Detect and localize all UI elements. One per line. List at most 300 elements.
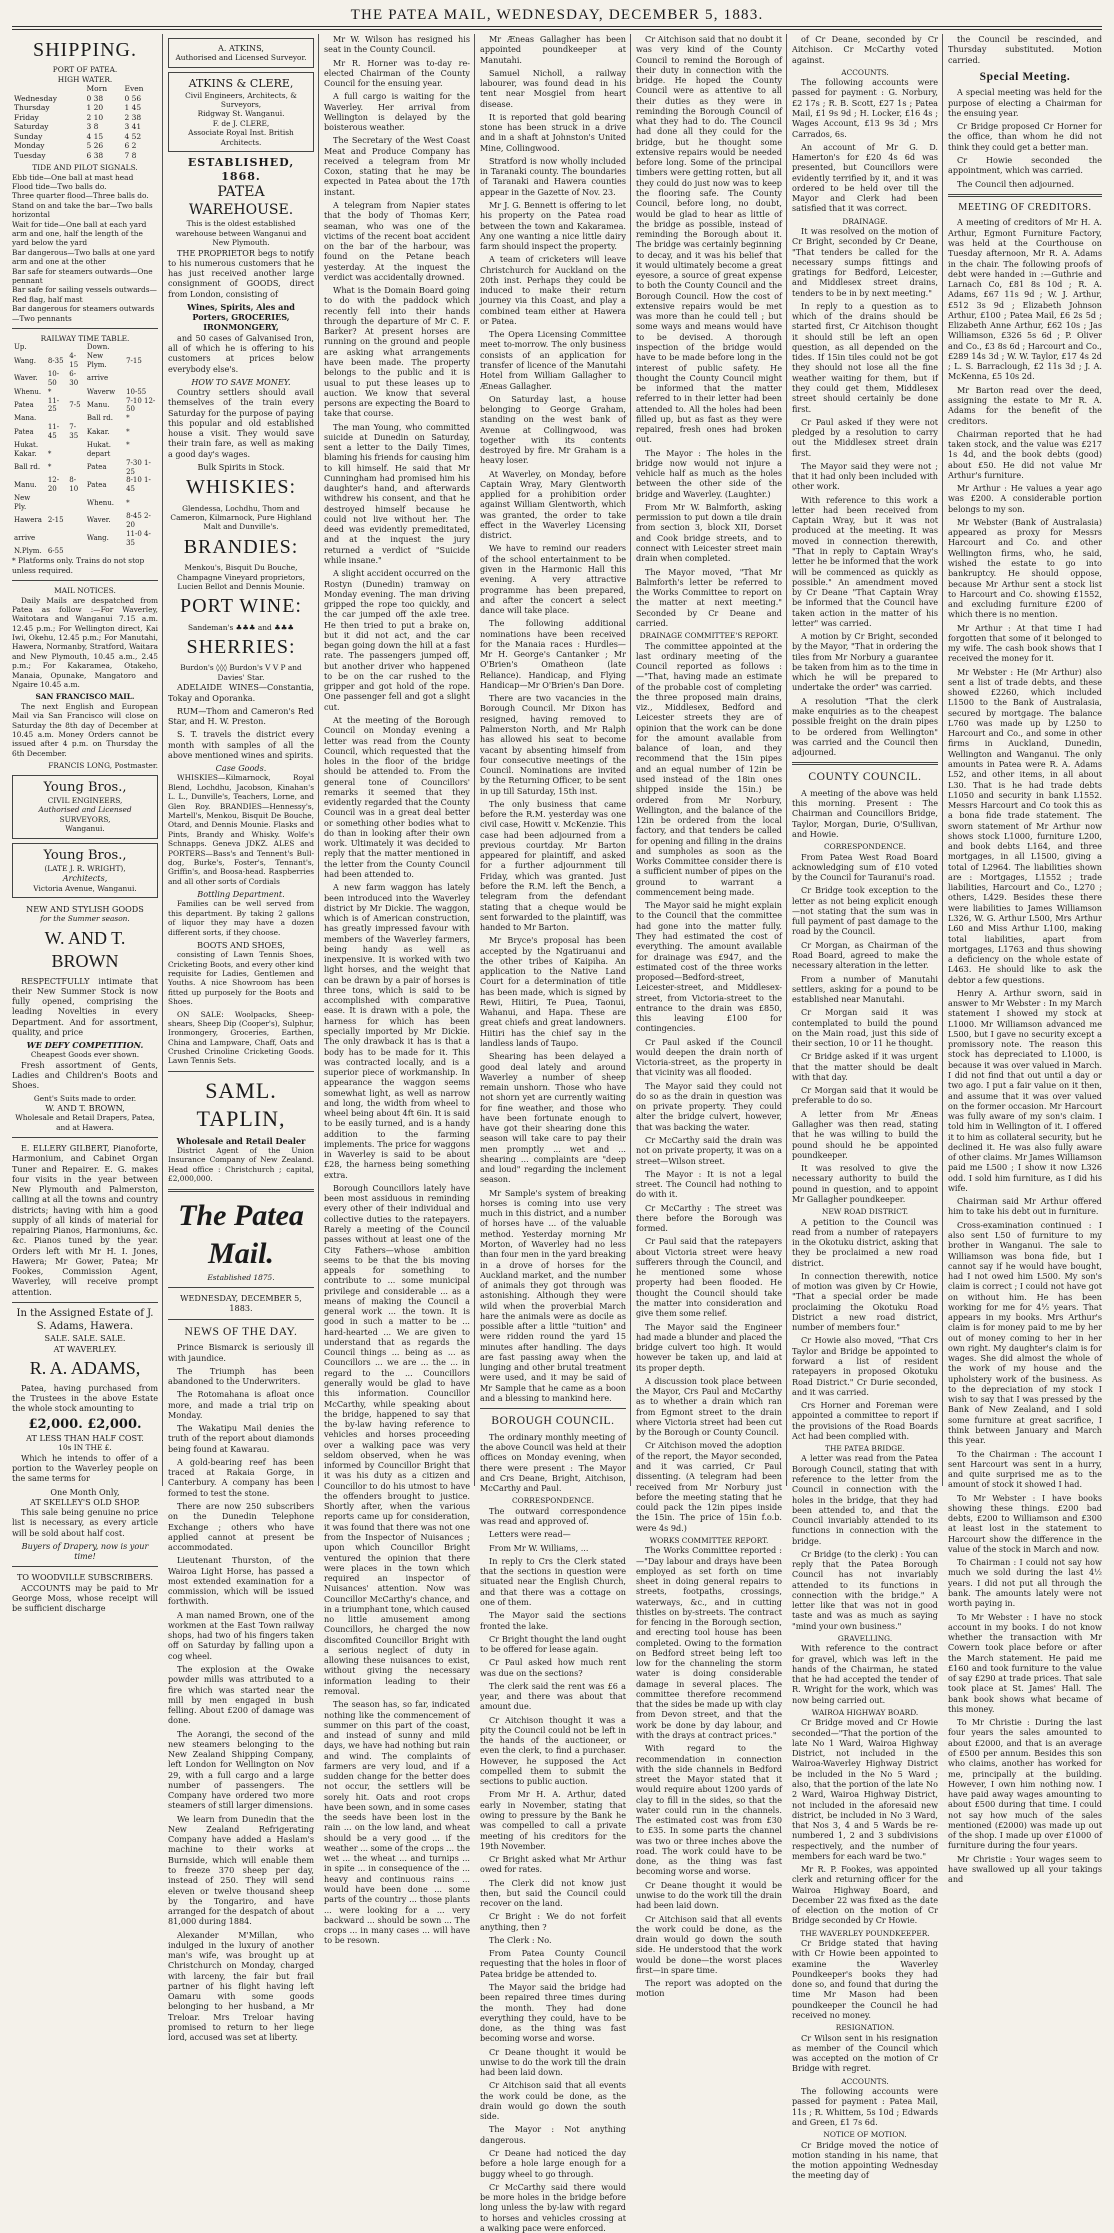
warehouse-text: THE PROPRIETOR begs to notify to his numerous customers that he has just received another large consignment of GOODS, direct from London, consisting of [168,247,314,299]
table-row [12,547,158,556]
travels-text: S. T. travels the district every month with samples of all the above mentioned wines and spirits. [168,729,314,760]
table-row [12,141,158,151]
text-cell: Ball rd. [86,414,113,423]
text-cell: 8-10 1-45 [126,476,151,494]
text-paragraph: Chairman said Mr Arthur offered him to take his debt out in furniture. [948,1196,1102,1217]
news-paragraph: There are two vacancies in the Borough Council. Mr Dixon has resigned, having removed to Palmerston North, and Mr Ralph has allowed his seat to become vacant by absenting himself from four consecutive meetings of the Council. Nominations are invited by the Returning Officer, to be sent in up till Saturday, 15th inst. [480,693,626,796]
whiskies-title: WHISKIES: [185,476,297,499]
news-paragraph: A full cargo is waiting for the Waverley. Her arrival from Wellington is delayed by the boisterous weather. [324,91,470,133]
news-paragraph: Borough Councillors lately have been most assiduous in reminding every other of their individual and collective duties to the ratepayers. Rarely a meeting of the Council passes without at least one of the City Fathers—whose ambition seems to be that the bis moving appeals for something to contribute to ... some municipal privilege and considerable ... as a means of making the Council a general work ... the town. It is good in such a matter to be ... hard-hearted ... We are given to understand that as regards the Council things ... being as ... as Councillors ... we are ... the ... in regard to the ... Councillors generally would be glad to have this information. Councillor McCarthy, while speaking about the bridge, happened to say that the by-law having reference to vehicles and horses proceeding over a walking pace was very seldom observed, when he was informed by Councillor Bright that it was his duty as a citizen and Councillor to do his utmost to have the offenders brought to justice. Shortly after, when the various reports came up for consideration, it was found that there was not one from the Inspector of Nuisances ; upon which Councillor Bright ventured the opinion that there were places in the town which required an inspector of Nuisances' attention. Now was Councillor McCarthy's chance, and in a triumphant tone, which caused no little amusement among Councillors, he charged the now discomfited Councillor Bright with a serious neglect of duty in allowing these nuisances to exist, without giving the necessary information leading to their removal. [324,1182,470,1696]
text-paragraph: From Mr W. Williams, ... [489,1542,589,1553]
text-cell: Manu. [14,480,37,489]
column-separator [162,34,163,1486]
text-cell: Waver. [86,516,111,525]
text-cell: 4 52 [124,131,142,141]
news-paragraph: The following additional nominations have been received for the Manaia races : Hurdles—Mr H. George's Cantanker ; Mr O'Brien's Omatheon (late Reliance). Handicap, and Flying Handicap—Mr O'Brien's Dan Dore. [480,618,626,690]
text-paragraph: The Triumph has been abandoned to the Underwriters. [168,1365,314,1387]
news-paragraph: At the meeting of the Borough Council on Monday evening a letter was read from the County Council, which requested that the holes in the floor of the bridge should be attended to. From the general tone of Councillors' remarks it seemed that they evidently regarded that the County Council was in a great deal better or something other bodies what to do than in looking after their own work. Ultimately it was decided to reply that the matter mentioned in the letter from the County Council had been attended to. [324,715,470,879]
text-cell: Stand on and take the bar—Two balls horizontal [12,200,153,220]
table-row [12,151,158,161]
text-paragraph: Cr Bridge stated that having with Cr Howie been appointed to examine the Waverley Poundkeeper's books they had done so, and found that during the time Mr Mason had been poundkeeper the Council he had received no money. [792,1938,938,2020]
text-paragraph: Cr Aitchison moved the adoption of the report, the Mayor seconded, and it was carried, Cr Paul dissenting. (A telegram had been received from Mr Norbury just before the meeting stating that he could pack the 12in pipes inside the 15in. The price of 15in f.o.b. were 4s 9d.) [636,1440,782,1533]
brown-title: W. AND T. BROWN [44,927,126,971]
text-paragraph: The following accounts were passed for payment : Patea Mail, 11s ; R. Whittem, 5s 10d ; Edwards and Green, £1 7s 6d. [792,2086,938,2127]
text-cell: Sunday [14,131,43,141]
text-cell: 11-25 [47,396,60,414]
news-paragraph: Mr Bryce's proposal has been accepted by the Ngatiruanui and the other tribes of Kaipiha. An application to the Native Land Court for a determination of title has been made, which is signed by Rewi, Hiitiri, Te Puea, Taonui, Wahanui, and Hapa. These are great chiefs and great landowners. Hiitiri has the chief say in the landless lands of Taupo. [480,935,626,1048]
railway-note: * Platforms only. Trains do not stop unless required. [12,556,145,575]
text-cell [67,450,85,459]
text-paragraph: Cr Howie seconded the appointment, which was carried. [948,154,1102,176]
text-cell: 4 15 [86,131,104,141]
text-paragraph: The outward correspondence was read and approved of. [480,1505,626,1527]
news-paragraph: The Opera Licensing Committee meet to-morrow. The only business consists of an application for transfer of licence of the Manutahi Hotel from William Gallagher to Æneas Gallagher. [480,329,626,391]
at-waverley: AT WAVERLEY. [53,1343,117,1354]
column-separator [942,34,943,1486]
text-cell: Patea [14,401,34,410]
text-cell: * [126,498,130,507]
text-paragraph: To Mr Webster : I have no stock account in my books. I do not know whether the transaction with Mr Cowern took place before or after the March statement. He paid me £160 and took furniture to the value of say £290 at trade prices. That sale took place at St. James' Hall. The bank book shows what became of this money. [948,1611,1102,1714]
case-text: WHISKIES—Kilmarnock, Royal Blend, Lochdhu, Jacobson, Kinahan's L. L., Dunville's, Teachers, Lorne, and Glen Roy. BRANDIES—Hennessy's, Martell's, Menkou, Bisquit De Bouche, Otard, and Dennis Mounie. Flasks and Pints, Brandy and Whisky. Wolfe's Schnapps. Geneva JDKZ. ALES and PORTERS—Bass's and Tennent's Bull-dog, Burke's, Foster's, Tennant's, Griffin's, and Boosa-head. Raspberries and all other sorts of Cordials [168,773,314,886]
column-separator [474,34,475,1486]
news-paragraph: Samuel Nicholl, a railway labourer, was found dead in his tent near Mosgiel from heart disease. [480,67,626,109]
save-text: Country settlers should avail themselves of the train every Saturday for the purpose of paying this popular and old established house a visit. They would save their train fare, as well as making a good day's wages. [168,387,314,459]
text-paragraph: With regard to the recommendation in connection with the side channels in Bedford street the Mayor stated that it would require about 1200 yards of clay to fill in the sides, so that the water could run in the channels. The estimated cost was from £30 to £35. In some parts the channel was two or three inches above the road. The work could have to be done, as the thing was fast becoming worse and worse. [636,1743,782,1877]
issue-date: WEDNESDAY, DECEMBER 5, 1883. [180,1293,302,1314]
text-paragraph: To Mr Christie : During the last four years the sales amounted to about £2000, and that is an average of £500 per annum. Besides this son who claims, another has worked for me, principally at the building. However, I own him nothing now. I have paid away wages amounting to about £500 during that time. I could not say how much of the sales mentioned (£2000) was made up out of the shop. I made up over £1000 of furniture during the four years. [948,1717,1102,1851]
news-paragraph: Mr Sample's system of breaking horses is coming into use very much in this district, and a number of horses have ... of the valuable method. Yesterday morning Mr Morton, of Waverley had no less than four men in the yard breaking in a drove of horses for the Auckland market, and the number of animals they got through was astonishing. Although they were wild when the proverbial March hare the animals were as docile as possible after a little "tuition" and were ridden round the yard 15 minutes after handling. The days are fast passing away when the lunging and other brutal treatment were used, and it may be said of Mr Sample that he came as a boon and a blessing to mankind here. [480,1187,626,1403]
text-paragraph: In reply to Crs the Clerk stated that the sections in question were situated near the English Church, and that there was a cottage on one of them. [480,1555,626,1607]
text-cell [46,414,67,423]
text-cell [67,547,85,556]
estate-title: In the Assigned Estate of J. S. Adams, Hawera. [16,1307,154,1332]
text-paragraph: Mr Arthur : At that time I had forgotten that some of it belonged to my wife. The cash book shows that I received the money for it. [948,622,1102,664]
text-paragraph: Cr Aitchison said that no doubt it was very kind of the County Council to remind the Borough of their duty in connection with the bridge. He hoped the County Council were as attentive to all their duties as they were in reminding the Borough Council of what they had to do. The Council had done all they could for the bridge, but he thought some extensive repairs would be needed before long. Some of the principal timbers were getting rotten, but all they could do just now was to keep the flooring safe. The County Council, before long, no doubt, would be glad to hear as little of the bridge as possible, instead of reminding the Borough about it. The bridge was certainly beginning to decay, and it was his belief that it would ultimately become a great eyesore, a source of great expense to both the County Council and the Borough Council. How the cost of extensive repairs would be met was more than he could tell ; but some ways and means would have to be devised. A thorough inspection of the bridge would have to be made before long in the interest of public safety. He thought the County Council might be informed that the matter referred to in their letter had been attended to. All the holes had been filled up, but as fast as they were repaired, fresh ones had broken out. [636,34,782,445]
table-row [12,352,158,370]
text-paragraph: There are now 250 subscribers on the Dunedin Telephone Exchange ; others who have applied cannot at present be accommodated. [168,1500,314,1553]
table-row [12,459,158,477]
signals-heading: TIDE AND PILOT SIGNALS. [32,163,138,173]
taplin-sub: Wholesale and Retail Dealer [176,1135,306,1146]
text-paragraph: Cr Bridge moved the notice of motion standing in his name, that the motion appointing Wednesday the meeting day of [792,2139,938,2181]
text-paragraph: To Chairman : I could not say how much we sold during the last 4½ years. I did not put all through the bank. The amounts lately were not worth paying in. [948,1557,1102,1609]
news-paragraph: The season has, so far, indicated nothing like the commencement of summer on this part of the coast, and instead of sunny and mild days, we have had nothing but rain and wind. The complaints of farmers are very loud, and if a sudden change for the better does not occur, the settlers will be sorely hit. Oats and root crops have been sown, and in some cases the seeds have been lost in the rain ... on the low land, and wheat should be a very good ... if the weather ... some of the crops ... the wet ... the wheat ... and turnips ... in spite ... in consequence of the ... heavy and continuous rains ... would have been done ... some parts of the country ... those plants ... were looking for a ... very backward ... should be sown ... The crops ... in many cases ... will have to be resown. [324,1699,470,1946]
port-label: PORT OF PATEA. [52,65,118,75]
text-cell: 11-45 [47,423,60,441]
text-cell [12,84,158,94]
text-paragraph: Cr Paul said that the ratepayers about Victoria street were heavy sufferers through the Council, and he mentioned some whose property had been flooded. He thought the Council should take the matter into consideration and give them some relief. [636,1236,782,1319]
text-cell: Hukat. [86,440,111,449]
text-cell: Waver. [14,374,38,383]
text-paragraph: The Works Committee reported :—"Day labour and drays have been employed as set forth on time sheet in doing general repairs to streets, footpaths, crossings, waterways, &c., and in cutting thistles on by-streets. The contract for fencing in the Borough section, and erecting tool house has been completed. Owing to the formation on Bedford street being left too low for the channeling the storm water is doing considerable damage in several places. The committee therefore recommend that the sides be made up with clay from Devon street, and that the work be done by day labour, and with the drays at contract prices." [636,1545,783,1741]
news-paragraph: Stratford is now wholly included in Taranaki county. The boundaries of Taranaki and Hawera counties appear in the Gazette of Nov. 23. [480,155,626,197]
news-paragraph: Mr J. G. Bennett is offering to let his property on the Patea road between the town and Kakaramea. Any one wanting a nice little dairy farm should inspect the property. [480,199,626,252]
text-paragraph: The Mayor said the bridge had been repaired three times during the month. They had done everything they could, have to be done, as the thing was fast becoming worse and worse. [480,1982,626,2044]
woodville-title: TO WOODVILLE SUBSCRIBERS. [17,1572,153,1583]
young-bros-ad: Young Bros., CIVIL ENGINEERS, Authorised and Licensed SURVEYORS, Wanganui. [12,775,158,839]
atkins-ad: A. ATKINS, Authorised and Licensed Surveyor. [168,38,314,68]
text-paragraph: From Patea West Road Board acknowledging sum of £10 voted by the Council for Tauranui's road. [792,851,938,883]
adams-shop: AT SKELLEY'S OLD SHOP. [30,1496,140,1507]
column-6: of Cr Deane, seconded by Cr Aitchison. Cr McCarthy voted against. ACCOUNTS. The following accounts were passed for payment : G. Norbury, £2 17s ; R. B. Scott, £27 1s ; Patea Mail, £1 9s 9d ; H. Locker, £16 4s ; Wages Account, £13 9s 3d ; Mrs Carrados, 6s. An account of Mr G. D. Hamerton's for £20 4s 6d was presented, but Councillors were evidently terrified by it, and it was ordered to be held over till the Mayor and Clerk had been satisfied that it was correct. DRAINAGE. It was resolved on the motion of Cr Bright, seconded by Cr Deane, "That tenders be called for the necessary sumps fittings and gratings for Bedford, Leicester, and Middlesex street drains, tenders to be in by next meeting." In reply to a question as to which of the drains should be started first, Cr Aitchison thought it should still be left an open question, as all depended on the tides. If 15in tiles could not be got they should not lose all the fine weather waiting for them, but if they could get them, Middlesex street should certainly be done first. Cr Paul asked if they were not pledged by a resolution to carry out the Middlesex street drain first. The Mayor said they were not ; that it had only been included with other work. With reference to this work a letter had been received from Captain Wray, but it was not produced at the meeting. It was moved in connection therewith, "That in reply to Captain Wray's letter he be informed that the work will be commenced as quickly as possible." An amendment moved by Cr Deane "That Captain Wray be informed that the Council have taken action in the matter of his letter" was carried. A motion by Cr Bright, seconded by the Mayor, "That in ordering the tiles from Mr Norbury a guarantee be taken from him as to the time in which he will be prepared to undertake the order" was carried. A resolution "That the clerk make enquiries as to the cheapest possible freight on the drain pipes to be ordered from Wellington" was carried and the Council then adjourned. COUNTY COUNCIL. A meeting of the above was held this morning. Present : The Chairman and Councillors Bridge, Taylor, Morgan, Durie, O'Sullivan, and Howie. CORRESPONDENCE. From Patea West Road Board acknowledging sum of £10 voted by the Council for Tauranui's road. Cr Bridge took exception to the letter as not being explicit enough—not stating that the sum was in full payment of past damage to the road by the Council. Cr Morgan, as Chairman of the Road Board, agreed to make the necessary alteration in the letter. From a number of Manutahi settlers, asking for a pound to be established near Manutahi. Cr Morgan said it was contemplated to build the pound on the Main road, just this side of their section, 10 or 11 he thought. Cr Bridge asked if it was urgent that the matter should be dealt with that day. Cr Morgan said that it would be preferable to do so. A letter from Mr Æneas Gallagher was then read, stating that he was willing to build the pound should he be appointed poundkeeper. It was resolved to give the necessary authority to build the pound in question, and to appoint Mr Gallagher poundkeeper. NEW ROAD DISTRICT. A petition to the Council was read from a number of ratepayers in the Okotuku district, asking that they be proclaimed a new road district. In connection therewith, notice of motion was given by Cr Howie, "That a special order be made proclaiming the Okotuku Road District a new road district, number of members four." Cr Howie also moved, "That Crs Taylor and Bridge be appointed to forward a list of resident ratepayers in proposed Okotuku Road District." Cr Durie seconded, and it was carried. Crs Horner and Foreman were appointed a committee to report if the provisions of the Road Boards Act had been complied with. THE PATEA BRIDGE. A letter was read from the Patea Borough Council, stating that with reference to the letter from the Council in connection with the holes in the bridge, that they had been attended to, and that the Council invariably attended to its functions in connection with the bridge. Cr Bridge (to the clerk) : You can reply that the Patea Borough Council has not invariably attended to its functions in connection with the bridge." A letter like that was not in good taste and was as much as saying "mind your own business." GRAVELLING. With reference to the contract for gravel, which was left in the hands of the Chairman, he stated that he had accepted the tender of R. Wright for the work, which was now being carried out. WAIROA HIGHWAY BOARD. Cr Bridge moved and Cr Howie seconded—"That the portion of the late No 1 Ward, Wairoa Highway District, not included in the Wairoa-Waverley Highway District be included in the No 5 Ward ; also, that the portion of the late No 2 Ward, Wairoa Highway District, not included in the aforesaid new district, be included in No 3 Ward, that Nos 3, 4 and 5 Wards be re-numbered 1, 2 and 3 subdivisions respectively, and the number of members for each ward be two." Mr R. P. Fookes, was appointed clerk and returning officer for the Wairoa Highway Board, and December 22 was fixed as the date of election on the motion of Cr Bridge seconded by Cr Howie. THE WAVERLEY POUNDKEEPER. Cr Bridge stated that having with Cr Howie been appointed to examine the Waverley Poundkeeper's books they had done so, and found that during the time Mr Mason had been poundkeeper the Council he had received no money. RESIGNATION. Cr Wilson sent in his resignation as member of the Council which was accepted on the motion of Cr Bridge with regret. ACCOUNTS. The following accounts were passed for payment : Patea Mail, 11s ; R. Whittem, 5s 10d ; Edwards and Green, £1 7s 6d. NOTICE OF MOTION. Cr Bridge moved the notice of motion standing in his name, that the motion appointing Wednesday the meeting day of [792,34,938,2181]
established-line: ESTABLISHED, 1868. [187,155,295,183]
taplin-text: District Agent of the Union Insurance Company of New Zealand. Head office : Christchurch ; capital, £2,000,000. [168,1146,314,1184]
adams-less: AT LESS THAN HALF COST. [26,1433,144,1444]
county-heading: COUNTY COUNCIL. [808,771,922,784]
news-paragraph: Shearing has been delayed a good deal lately and around Waverley a number of sheep remain unshorn. Those who have not shorn yet are currently waiting for fine weather, and those who have been fortunate enough to have got their shearing done this season will take care to pay their men promptly ... wet and ... shearing ... complaints are "deep and loud" regarding the inclement season. [480,1051,626,1185]
text-paragraph: Cr McCarthy said the drain was not on private property, it was on a street—Wilson street. [636,1135,782,1166]
news-paragraph: A telegram from Napier states that the body of Thomas Kerr, seaman, who was one of the victims of the recent boat accident on the bar of the harbour, was found on the Petane beach yesterday. At the inquest the verdict was accidentally drowned. [324,199,470,282]
text-paragraph: The committee appointed at the last ordinary meeting of the Council reported as follows :—"That, having made an estimate of the probable cost of completing the three proposed main drains, viz., Middlesex, Bedford and Leicester streets they are of opinion that the work can be done for the amount available from balance of loan, and they recommend that the 15in pipes and an equal number of 12in be used instead of the 18in ones shipped inside the 15in.) be ordered from Mr Norbury, Wellington, and the balance of the 12in be ordered from the local factory, and that tenders be called for opening and filling in the drains and sumpholes as soon as the Works Committee consider there is a sufficient number of pipes on the ground to warrant a commencement being made. [636,640,782,897]
text-paragraph: the Council be rescinded, and Thursday substituted. Motion carried. [948,34,1102,65]
text-cell: 7-15 [126,356,142,365]
text-paragraph: Cr Aitchison said that all events the work could be done, as the drain would go down the south side. He understood that the work would be done—the worst places first—in spare time. [636,1913,782,1975]
table-row [12,512,158,530]
text-cell: Even [124,84,144,94]
text-paragraph: Cr Bright thought the land ought to be offered for lease again. [480,1633,626,1655]
text-paragraph: The following accounts were passed for payment : G. Norbury, £2 17s ; R. B. Scott, £27 1s ; Patea Mail, £1 9s 9d ; H. Locker, £16 4s ; Wages Account, £13 9s 3d ; Mrs Carrados, 6s. [792,77,938,139]
sf-text: The next English and European Mail via San Francisco will close on Saturday the 8th day of December at 10.45 a.m. Money Orders cannot be issued after 4 p.m. on Thursday the 6th December. [12,701,158,758]
text-paragraph: A gold-bearing reef has been traced at Rakaia Gorge, in Canterbury. A company has been formed to test the stone. [168,1456,314,1498]
sf-sign: FRANCIS LONG, Postmaster. [48,761,158,771]
text-paragraph: Cr Deane had noticed the day before a hole large enough for a buggy wheel to go through. [480,2147,626,2179]
table-row [12,370,158,388]
text-paragraph: The Mayor : Not anything dangerous. [480,2124,626,2145]
brandies-text: Menkou's, Bisquit Du Bouche, Champagne Vineyard proprietors, Lucien Bellot and Dennis Mounie. [177,563,305,591]
text-cell [46,494,67,512]
text-paragraph: Cr Bridge (to the clerk) : You can reply that the Patea Borough Council has not invariably attended to its functions in connection with the bridge." A letter like that was not in good taste and was as much as saying "mind your own business." [792,1548,938,1631]
text-paragraph: Cr Bridge took exception to the letter as not being explicit enough—not stating that the sum was in full payment of past damage to the road by the Council. [792,885,938,937]
warehouse-sub: This is the oldest established warehouse between Wanganui and New Plymouth. [175,219,307,248]
column-separator [318,34,319,1486]
news-paragraph: We have to remind our readers of the school entertainment to be given in the Harmonic Hall this evening. A very attractive programme has been prepared, and after the concert a select dance will take place. [480,543,626,616]
text-paragraph: With reference to the contract for gravel, which was left in the hands of the Chairman, he stated that he had accepted the tender of R. Wright for the work, which was now being carried out. [792,1643,938,1705]
table-row [12,530,158,548]
sale-line: SALE. SALE. SALE. [44,1333,126,1344]
text-paragraph: The Aorangi, the second of the new steamers belonging to the New Zealand Shipping Company, left London for Wellington on Nov 29, with a full cargo and a large number of passengers. The Company have ordered two more steamers of still larger dimensions. [168,1728,314,1811]
text-paragraph: It was resolved to give the necessary authority to build the pound in question, and to appoint Mr Gallagher poundkeeper. [792,1163,938,1204]
text-paragraph: Cr Bridge proposed Cr Horner for the office, than whom he did not think they could get a better man. [948,121,1102,152]
brandies-title: BRANDIES: [183,535,299,558]
paper-established: Established 1875. [207,1272,275,1282]
text-paragraph: A motion by Cr Bright, seconded by the Mayor, "That in ordering the tiles from Mr Norbury a guarantee be taken from him as to the time in which he will be prepared to undertake the order" was carried. [792,631,938,693]
boots-text: consisting of Lawn Tennis Shoes, Cricketing Boots, and every other kind requisite for Ladies, Gentlemen and Youths. A nice Showroom has been fitted up purposely for the Boots and Shoes. [168,950,314,1007]
news-paragraph: The only business that came before the R.M. yesterday was one civil case, Howitt v. McKenzie. This case had been adjourned from a previous courtday. Mr Barton appeared for plaintiff, and asked for a further adjournment till Friday, which was granted. Just before the R.M. left the Bench, a telegram from the defendant stating that a cheque would be sent forwarded to the plaintiff, was handed to Mr Barton. [480,798,626,933]
text-cell [12,84,85,94]
masthead: THE PATEA MAIL, WEDNESDAY, DECEMBER 5, 1883. [350,7,764,23]
text-cell: Patea [14,427,34,436]
text-cell: 7-10 12-50 [126,396,156,414]
text-paragraph: The explosion at the Owake powder mills was attributed to a fire which was started near the mill by men engaged in bush felling. About £200 of damage was done. [168,1663,314,1726]
text-paragraph: Letters were read— [489,1529,571,1540]
text-paragraph: The ordinary monthly meeting of the above Council was held at their offices on Monday evening, when there were present : The Mayor and Crs Deane, Bright, Aitchison, McCarthy and Paul. [480,1431,626,1494]
text-cell: 0 56 [124,93,142,103]
news-paragraph: Mr Æneas Gallagher has been appointed poundkeeper at Manutahi. [480,34,626,65]
text-paragraph: Cr Morgan said it was contemplated to build the pound on the Main road, just this side of their section, 10 or 11 he thought. [792,1007,938,1049]
adams-amount: £2,000. £2,000. [28,1416,142,1432]
sf-heading: SAN FRANCISCO MAIL. [35,692,135,702]
text-cell: * [47,387,52,396]
table-row [12,388,158,397]
save-money: HOW TO SAVE MONEY. [191,376,291,387]
table-row [12,450,158,459]
text-cell: Flood tide—Two balls do. [12,182,107,192]
adelaide-text: ADELAIDE WINES—Constantia, Tokay and Oporanka. [168,682,314,703]
text-paragraph: The Clerk did not know just then, but said the Council could recover on the land. [480,1877,626,1909]
text-cell: 6 38 [86,150,104,160]
text-cell: 10-50 [47,369,60,387]
text-paragraph: The report was adopted on the motion [636,1978,782,1999]
text-cell: 12-20 [47,476,60,494]
table-row [12,397,158,415]
drainage-report-heading: DRAINAGE COMMITTEE'S REPORT. [639,631,779,641]
text-cell: 2-15 [47,516,64,525]
text-cell: N.Plym. [14,547,42,556]
text-paragraph: A resolution "That the clerk make enquiries as to the cheapest possible freight on the drain pipes to be ordered from Wellington" was carried and the Council then adjourned. [792,695,938,758]
text-cell: Patea [86,463,107,472]
text-cell: * [47,449,52,458]
text-cell: 8-10 [69,476,79,494]
text-cell: Kakar. [86,427,110,436]
news-paragraph: A new farm waggon has lately been introduced into the Waverley district by Mr Dickie. The waggon, which is of American construction, has greatly impressed favour with members of the Waverley farmers, being handy as well as inexpensive. It is worked with two light horses, and the weight that can be drawn by a pair of horses is three tons, which is said to be accomplished with comparative ease. It is drawn with a pole, the harness for which has been specially imported by Mr Dickie. The only drawback it has is that a body has to be made for it. This was contracted locally, and is a superior piece of workmanship. In appearance the waggon seems somewhat light, as well as narrow and long, the width from wheel to wheel being about 4ft 6in. It is said to be easily turned, and is a handy addition to the farming implements. The price for waggons in Waverley is said to be about £28, the harness being something extra. [324,882,470,1180]
text-cell: 7-30 1-25 [126,458,151,476]
brown-text: RESPECTFULLY intimate that their New Summer Stock is now fully opened, comprising the leading Novelties in every Department. And for assortment, quality, and price [12,975,158,1037]
borough-heading: BOROUGH COUNCIL. [491,1415,615,1428]
table-row [12,441,158,450]
text-cell: 7-5 [69,401,81,410]
text-cell: Hukat. [14,440,39,449]
port-text: Sandeman's ♣♣♣ and ♣♣♣ [187,622,295,632]
text-cell: Ebb tide—One ball at mast head [12,172,134,182]
text-cell: Kakar. [14,449,37,458]
text-cell: 8-35 [47,356,64,365]
news-paragraph: On Saturday last, a house belonging to George Graham, standing on the west bank of Avenue at Collingwood, was together with its contents destroyed by fire. Mr Graham is a heavy loser. [480,393,626,466]
column-3 [324,34,470,1946]
news-paragraph: A slight accident occurred on the Rostyn (Dunedin) tramway on Monday evening. The man driving gripped the rope too quickly, and the car jumped off the axle tree. He then tried to put a brake on, but it did not act, and the car began going down the hill at a fast rate. The passengers jumped off, but another driver who happened to be on the car rushed to the gripper and got hold of the rope. One passenger fell and got a slight cut. [324,568,470,712]
text-cell: Saturday [14,122,49,132]
column-2 [168,34,314,2043]
railway-heading: RAILWAY TIME TABLE. [40,333,130,343]
news-paragraph: A team of cricketers will leave Christchurch for Auckland on the 20th inst. Perhaps they could be induced to make their return journey via this Coast, and play a combined team either at Hawera or Patea. [480,254,626,326]
text-cell: 10-55 [126,387,147,396]
news-heading: NEWS OF THE DAY. [184,1325,298,1338]
text-cell: Waverw [86,387,116,396]
column-1 [12,34,158,1614]
text-paragraph: The Mayor said he might explain to the Council that the committee had gone into the matter fully. They had estimated the cost of everything. The amount available for drainage was £947, and the estimated cost of the three works proposed—Bedford-street, Leicester-street, and Middlesex-street, from Victoria-street to the entrance to the drain was £850, this leaving £100 for contingencies. [636,900,782,1034]
text-paragraph: The Council then adjourned. [957,178,1075,189]
gilbert-ad: E. ELLERY GILBERT, Pianoforte, Harmonium, and Cabinet Organ Tuner and Repairer. E. G. makes four visits in the year between New Plymouth and Palmerston, calling at all the towns and country districts; having with him a good supply of all kinds of material for repairing Pianos, Harmoniums, &c. &c. Pianos tuned by the year. Orders left with Mr H. I. Jones, Hawera; Mr Gower, Patea; Mr Fookes, Commission Agent, Waverley, will receive prompt attention. [12,1143,158,1297]
text-cell: 2 38 [124,112,142,122]
text-paragraph: The Rotomahana is afloat once more, and made a trial trip on Monday. [168,1389,314,1420]
text-cell [124,547,158,556]
text-cell: Three quarter flood—Three balls do. [12,191,149,201]
text-paragraph: Cr Bright asked what Mr Arthur owed for rates. [480,1854,626,1875]
text-cell: Bar safe for steamers outwards—One pennant [12,266,153,285]
text-cell: depart [86,449,111,458]
masthead-rule-2 [12,29,1102,30]
news-paragraph: Mr W. Wilson has resigned his seat in the County Council. [324,34,470,55]
text-cell [85,547,124,556]
text-paragraph: The Clerk : No. [489,1934,552,1945]
on-sale-text: ON SALE: Woolpacks, Sheep-shears, Sheep Dip (Cooper's), Sulphur, Ironmongery, Groceries, Earthen, China and Lampware, Chaff, Oats and Crushed Crinoline Cricketing Goods. Lawn Tennis Sets. [168,1009,314,1066]
warehouse-title: PATEA WAREHOUSE. [188,183,294,218]
news-paragraph: It is reported that gold bearing stone has been struck in a drive and in a shaft at Johnston's United Mine, Collingwood. [480,111,626,153]
special-meeting-heading: Special Meeting. [979,70,1071,83]
text-paragraph: With reference to this work a letter had been received from Captain Wray, but it was not produced at the meeting. It was moved in connection therewith, "That in reply to Captain Wray's letter he be informed that the work will be commenced as quickly as possible." An amendment moved by Cr Deane "That Captain Wray be informed that the Council have taken action in the matter of his letter" was carried. [792,494,938,628]
text-cell [124,370,158,388]
text-paragraph: Mr Arthur : He values a year ago was £200. A considerable portion belongs to my son. [948,483,1102,514]
text-cell: Wang. [14,356,36,365]
text-paragraph: of Cr Deane, seconded by Cr Aitchison. Cr McCarthy voted against. [792,34,938,65]
text-paragraph: Crs Horner and Foreman were appointed a committee to report if the provisions of the Road Boards Act had been complied with. [792,1400,938,1441]
brown-cheap: Cheapest Goods ever shown. [30,1050,140,1060]
text-paragraph: A meeting of the above was held this morning. Present : The Chairman and Councillors Bridge, Taylor, Morgan, Durie, O'Sullivan, and Howie. [792,787,938,839]
text-cell: 11-0 4-35 [126,529,151,547]
text-cell: Bar dangerous for steamers outwards—Two pennants [12,304,155,323]
text-paragraph: Cr Howie also moved, "That Crs Taylor and Bridge be appointed to forward a list of resident ratepayers in proposed Okotuku Road District." Cr Durie seconded, and it was carried. [792,1335,938,1397]
masthead-rule [12,26,1102,27]
text-cell [124,450,158,459]
text-cell: 7 8 [124,150,137,160]
text-paragraph: Cr McCarthy said there would be more holes in the bridge before long unless the by-law with regard to horses and vehicles crossing at a walking pace were enforced. [480,2181,626,2233]
text-cell: 6 2 [124,141,137,151]
brown-suits: Gent's Suits made to order. [33,1093,137,1103]
sherries-title: SHERRIES: [186,636,296,659]
text-paragraph: Cr Deane thought it would be unwise to do the work till the drain had been laid down. [480,2046,626,2078]
brown-headline: NEW AND STYLISH GOODS [26,904,144,915]
text-cell: 3 8 [86,122,99,132]
young-bros-architects-ad: Young Bros., (LATE J. R. WRIGHT), Architects, Victoria Avenue, Wanganui. [12,843,158,899]
text-paragraph: Mr R. P. Fookes, was appointed clerk and returning officer for the Wairoa Highway Board, and December 22 was fixed as the date of election on the motion of Cr Bridge seconded by Cr Howie. [792,1864,938,1926]
column-7 [948,34,1102,1885]
text-cell: 2 10 [86,112,104,122]
table-row [12,414,158,423]
text-cell: Up. [14,343,27,352]
text-cell: arrive [14,534,36,543]
text-cell: Down. [86,343,110,352]
text-paragraph: In reply to a question as to which of the drains should be started first, Cr Aitchison thought it should still be left an open question, as all depended on the tides. If 15in tiles could not be got they should not lose all the fine weather waiting for them, but if they could get them, Middlesex street should certainly be done first. [792,300,938,414]
table-row [12,122,158,132]
warehouse-text-2: and 50 cases of Galvanised Iron, all of which he is offering to his customers at prices below everybody else's. [168,332,314,374]
mail-heading: MAIL NOTICES. [54,586,116,596]
text-cell: arrive [86,374,109,383]
text-paragraph: It was resolved on the motion of Cr Bright, seconded by Cr Deane, "That tenders be called for the necessary sumps fittings and gratings for Bedford, Leicester, and Middlesex street drains, tenders to be in by next meeting." [792,226,938,298]
text-cell: 6-30 [69,369,79,387]
bottling-title: Bottling Department. [197,889,285,900]
text-paragraph: Cr McCarthy : The street was there before the Borough was formed. [636,1202,782,1234]
sherries-text: Burdon's ◊◊◊ Burdon's V V P and Davies' Star. [180,663,302,682]
text-cell: Friday [14,112,39,122]
atkins-clere-ad: ATKINS & CLERE, Civil Engineers, Architects, & Surveyors, Ridgway St. Wanganui. F. de J. CLERE, Associate Royal Inst. British Architects. [168,72,314,152]
text-cell: Tuesday [14,150,46,160]
text-cell: 1 45 [124,103,142,113]
warehouse-goods: Wines, Spirits, Ales and Porters, GROCERIES, IRONMONGERY, [187,301,295,333]
text-paragraph: A special meeting was held for the purpose of electing a Chairman for the ensuing year. [948,87,1102,118]
text-paragraph: Cr Paul asked if the Council would deepen the drain north of Victoria-street, as the property in that vicinity was all flooded. [636,1036,782,1078]
text-cell: Whenu. [86,498,114,507]
text-paragraph: The Mayor said the sections fronted the lake. [480,1610,626,1631]
text-paragraph: Cr Wilson sent in his resignation as member of the Council which was accepted on the motion of Cr Bridge with regret. [792,2032,938,2074]
text-cell: * [126,427,130,436]
text-cell [46,530,67,548]
table-row [12,494,158,512]
adams-close: Buyers of Drapery, now is your time! [21,1540,149,1562]
works-report-heading: WORKS COMMITTEE REPORT. [649,1535,769,1545]
table-row [12,103,158,113]
shipping-heading: SHIPPING. [32,39,138,61]
text-paragraph: In connection therewith, notice of motion was given by Cr Howie, "That a special order be made proclaiming the Okotuku Road District a new road district, number of members four." [792,1270,938,1333]
news-paragraph: Mr R. Horner was to-day re-elected Chairman of the County Council for the ensuing year. [324,57,470,89]
text-cell: Hawera [14,516,42,525]
text-paragraph: Cr Bridge moved and Cr Howie seconded—"That the portion of the late No 1 Ward, Wairoa Highway District, not included in the Wairoa-Waverley Highway District be included in the No 5 Ward ; also, that the portion of the late No 2 Ward, Wairoa Highway District, not included in the aforesaid new district, be included in No 3 Ward, that Nos 3, 4 and 5 Wards be re-numbered 1, 2 and 3 subdivisions respectively, and the number of members for each ward be two." [792,1717,938,1861]
text-paragraph: Mr Webster (Bank of Australasia) appeared as proxy for Messrs Harcourt and Co. and other Wellington firms, who, he said, wished the estate to go into bankruptcy. He should oppose, because Mr Arthur sent a stock list to Harcourt and Co. showing £1552, and excluding furniture £200 of which there is no mention. [948,516,1102,620]
text-paragraph: Mr Christie : Your wages seem to have swallowed up all your takings and [948,1853,1102,1885]
text-paragraph: Cross-examination continued : I also sent L50 of furniture to my brother in Wanganui. The sale to Williamson was bona fide, but I cannot say if he would have bought, had I not owed him L500. My son's claim is correct ; I could not have got on without him. He has been working for me for 4½ years. That appears in my books. Mrs Arthur's claim is for money paid to me by her out of money coming to her in her own right. My daughter's claim is for wages. She did almost the whole of the work of my house and the upholstery work of the business. As to the depreciation of my stock I wish to say that I was pressed by the Bank of New Zealand, and I sold some furniture at great sacrifice, I think between January and March this year. [948,1219,1102,1446]
text-paragraph: A discussion took place between the Mayor, Crs Paul and McCarthy as to whether a drain which ran from Egmont street to the drain where Victoria street had been cut by the Borough or County Council. [636,1375,782,1438]
woodville-text: ACCOUNTS may be paid to Mr George Moss, whose receipt will be sufficient discharge [12,1582,158,1614]
text-paragraph: A meeting of creditors of Mr H. A. Arthur, Egmont Furniture Factory, was held at the Courthouse on Tuesday afternoon, Mr R. A. Adams in the chair. The following proofs of debt were handed in :—Guthrie and Larnach Co, £81 8s 10d ; R. A. Adams, £67 11s 9d ; W. J. Arthur, £512 3s 9d ; Elizabeth Johnson Arthur, £100 ; Patea Mail, £6 2s 5d ; Elizabeth Anne Arthur, £62 10s ; Jas Williamson, £326 5s 6d ; P. Oliver and Co., £3 8s 6d ; Harcourt and Co., £289 14s 3d ; W. W. Taylor, £17 4s 2d ; L. S. Barraclough, £2 11s 3d ; J. A. McKenna, £5 10s 2d. [948,217,1102,382]
column-5 [636,34,783,1999]
text-paragraph: The Mayor said they were not ; that it had only been included with other work. [792,460,938,492]
text-cell: * [47,463,52,472]
news-paragraph: The Secretary of the West Coast Meat and Produce Company has received a telegram from Mr Coxon, stating that he may be expected in Patea about the 17th instant. [324,135,470,197]
text-paragraph: From Mr W. Balmforth, asking permission to put down a tile drain from section 3, block XII, Dorset and Cook bridge streets, and to connect with Leicester street main drain when completed. [636,501,782,564]
table-row [12,476,158,494]
text-cell [67,414,85,423]
boots-title: BOOTS AND SHOES, [197,939,285,950]
text-cell [12,343,158,352]
text-cell: 4-15 [69,352,79,370]
text-paragraph: Cr Bright : We do not forfeit anything, then ? [480,1911,626,1932]
text-paragraph: Cr Bridge asked if it was urgent that the matter should be dealt with that day. [792,1051,938,1082]
text-paragraph: The Mayor moved, "That Mr Balmforth's letter be referred to the Works Committee to report on the matter at next meeting." Seconded by Cr Deane and carried. [636,566,782,628]
adams-pound: 10s IN THE £. [58,1443,112,1453]
brown-fresh: Fresh assortment of Gents, Ladies and Children's Boots and Shoes. [12,1059,158,1091]
text-paragraph: Cr Paul asked if they were not pledged by a resolution to carry out the Middlesex street drain first. [792,416,938,458]
text-cell: New Ply. [14,494,31,512]
text-paragraph: Mr Webster : He (Mr Arthur) also sent a list of trade debts, and these showed £2260, which included L1500 to the Bank of Australasia, secured by mortgage. The balance L760 was made up by L250 to Harcourt and Co., and some in other firms in Auckland, Dunedin, Wellington and Wanganui. The only amounts in Patea were R. A. Adams L52, and other items, in all about L30. That is he had trade debts L1050 and security in bank L1552. Messrs Harcourt and Co took this as a bona fide trade statement. The sworn statement of Mr Arthur now shows stock L1000, furniture L200, and book debts L164, and three mortgages, in all L1500, giving a total of L2964. The liabilities shown are : Mortgages, L1552 ; trade liabilities, Harcourt and Co., L270 ; others, L429. Besides these there were liabilities to James Williamson L326, W. G. Arthur L500, Mrs Arthur L60 and Miss Arthur L100, making total liabilities, apart from mortgages, L1763 and thus showing a deficiency on the whole estate of L463. He should like to ask the debtor a few questions. [948,666,1102,985]
text-cell: 5 26 [86,141,104,151]
text-cell: Thursday [14,103,50,113]
taplin-title: SAML. TAPLIN, [196,1077,286,1131]
high-water-label: HIGH WATER. [57,74,113,84]
text-paragraph: Cr Deane thought it would be unwise to do the work till the drain had been laid down. [636,1879,782,1911]
text-cell: Whenu. [14,387,42,396]
brown-subline: for the Summer season. [40,914,130,924]
text-cell: Bar dangerous—Two balls at one yard arm and one at the other [12,247,155,267]
text-paragraph: To Mr Webster : I have books showing these things. £200 bad debts, £200 to Williamson and £300 at least lost in the statement to Harcourt show the difference in the value of the stock in March and now. [948,1492,1102,1554]
text-cell: Bar safe for sailing vessels outwards—Red flag, half mast [12,285,157,304]
text-paragraph: Cr Morgan, as Chairman of the Road Board, agreed to make the necessary alteration in the letter. [792,939,938,971]
signals-list [12,173,158,323]
text-paragraph: A letter was read from the Patea Borough Council, stating that with reference to the letter from the Council in connection with the holes in the bridge, that they had been attended to, and that the Council invariably attended to its functions in connection with the bridge. [792,1453,938,1546]
text-paragraph: Cr Aitchison said that all events the work could be done, as the drain would go down the south side. [480,2080,626,2122]
bottling-text: Families can be well served from this department. By taking 2 gallons of liquor they may have a dozen different sorts, if they choose. [168,899,314,937]
news-paragraph: The man Young, who committed suicide at Dunedin on Saturday, sent a letter to the Daily Times, blaming his friends for causing him to kill himself. He said that Mr Cunningham had promised him his daughter's hand, and afterwards withdrew his consent, and that he destroyed himself because he could not live without her. The deed was evidently premeditated, and at the inquest the jury returned a verdict of "Suicide while insane." [324,421,470,566]
table-row [12,113,158,123]
text-paragraph: An account of Mr G. D. Hamerton's for £20 4s 6d was presented, but Councillors were evidently terrified by it, and it was ordered to be held over till the Mayor and Clerk had been satisfied that it was correct. [792,141,938,214]
text-paragraph: Cr Morgan said that it would be preferable to do so. [792,1085,938,1106]
text-cell: 7-35 [69,423,79,441]
text-cell: Wang. [86,534,109,543]
text-cell: Wednesday [14,93,57,103]
text-cell: Ball rd. [14,463,41,472]
text-paragraph: A petition to the Council was read from a number of ratepayers in the Okotuku district, asking that they be proclaimed a new road district. [792,1216,938,1268]
text-cell: * [126,440,130,449]
text-cell [67,388,85,397]
port-title: PORT WINE: [180,595,302,618]
text-cell: Morn [86,84,108,94]
